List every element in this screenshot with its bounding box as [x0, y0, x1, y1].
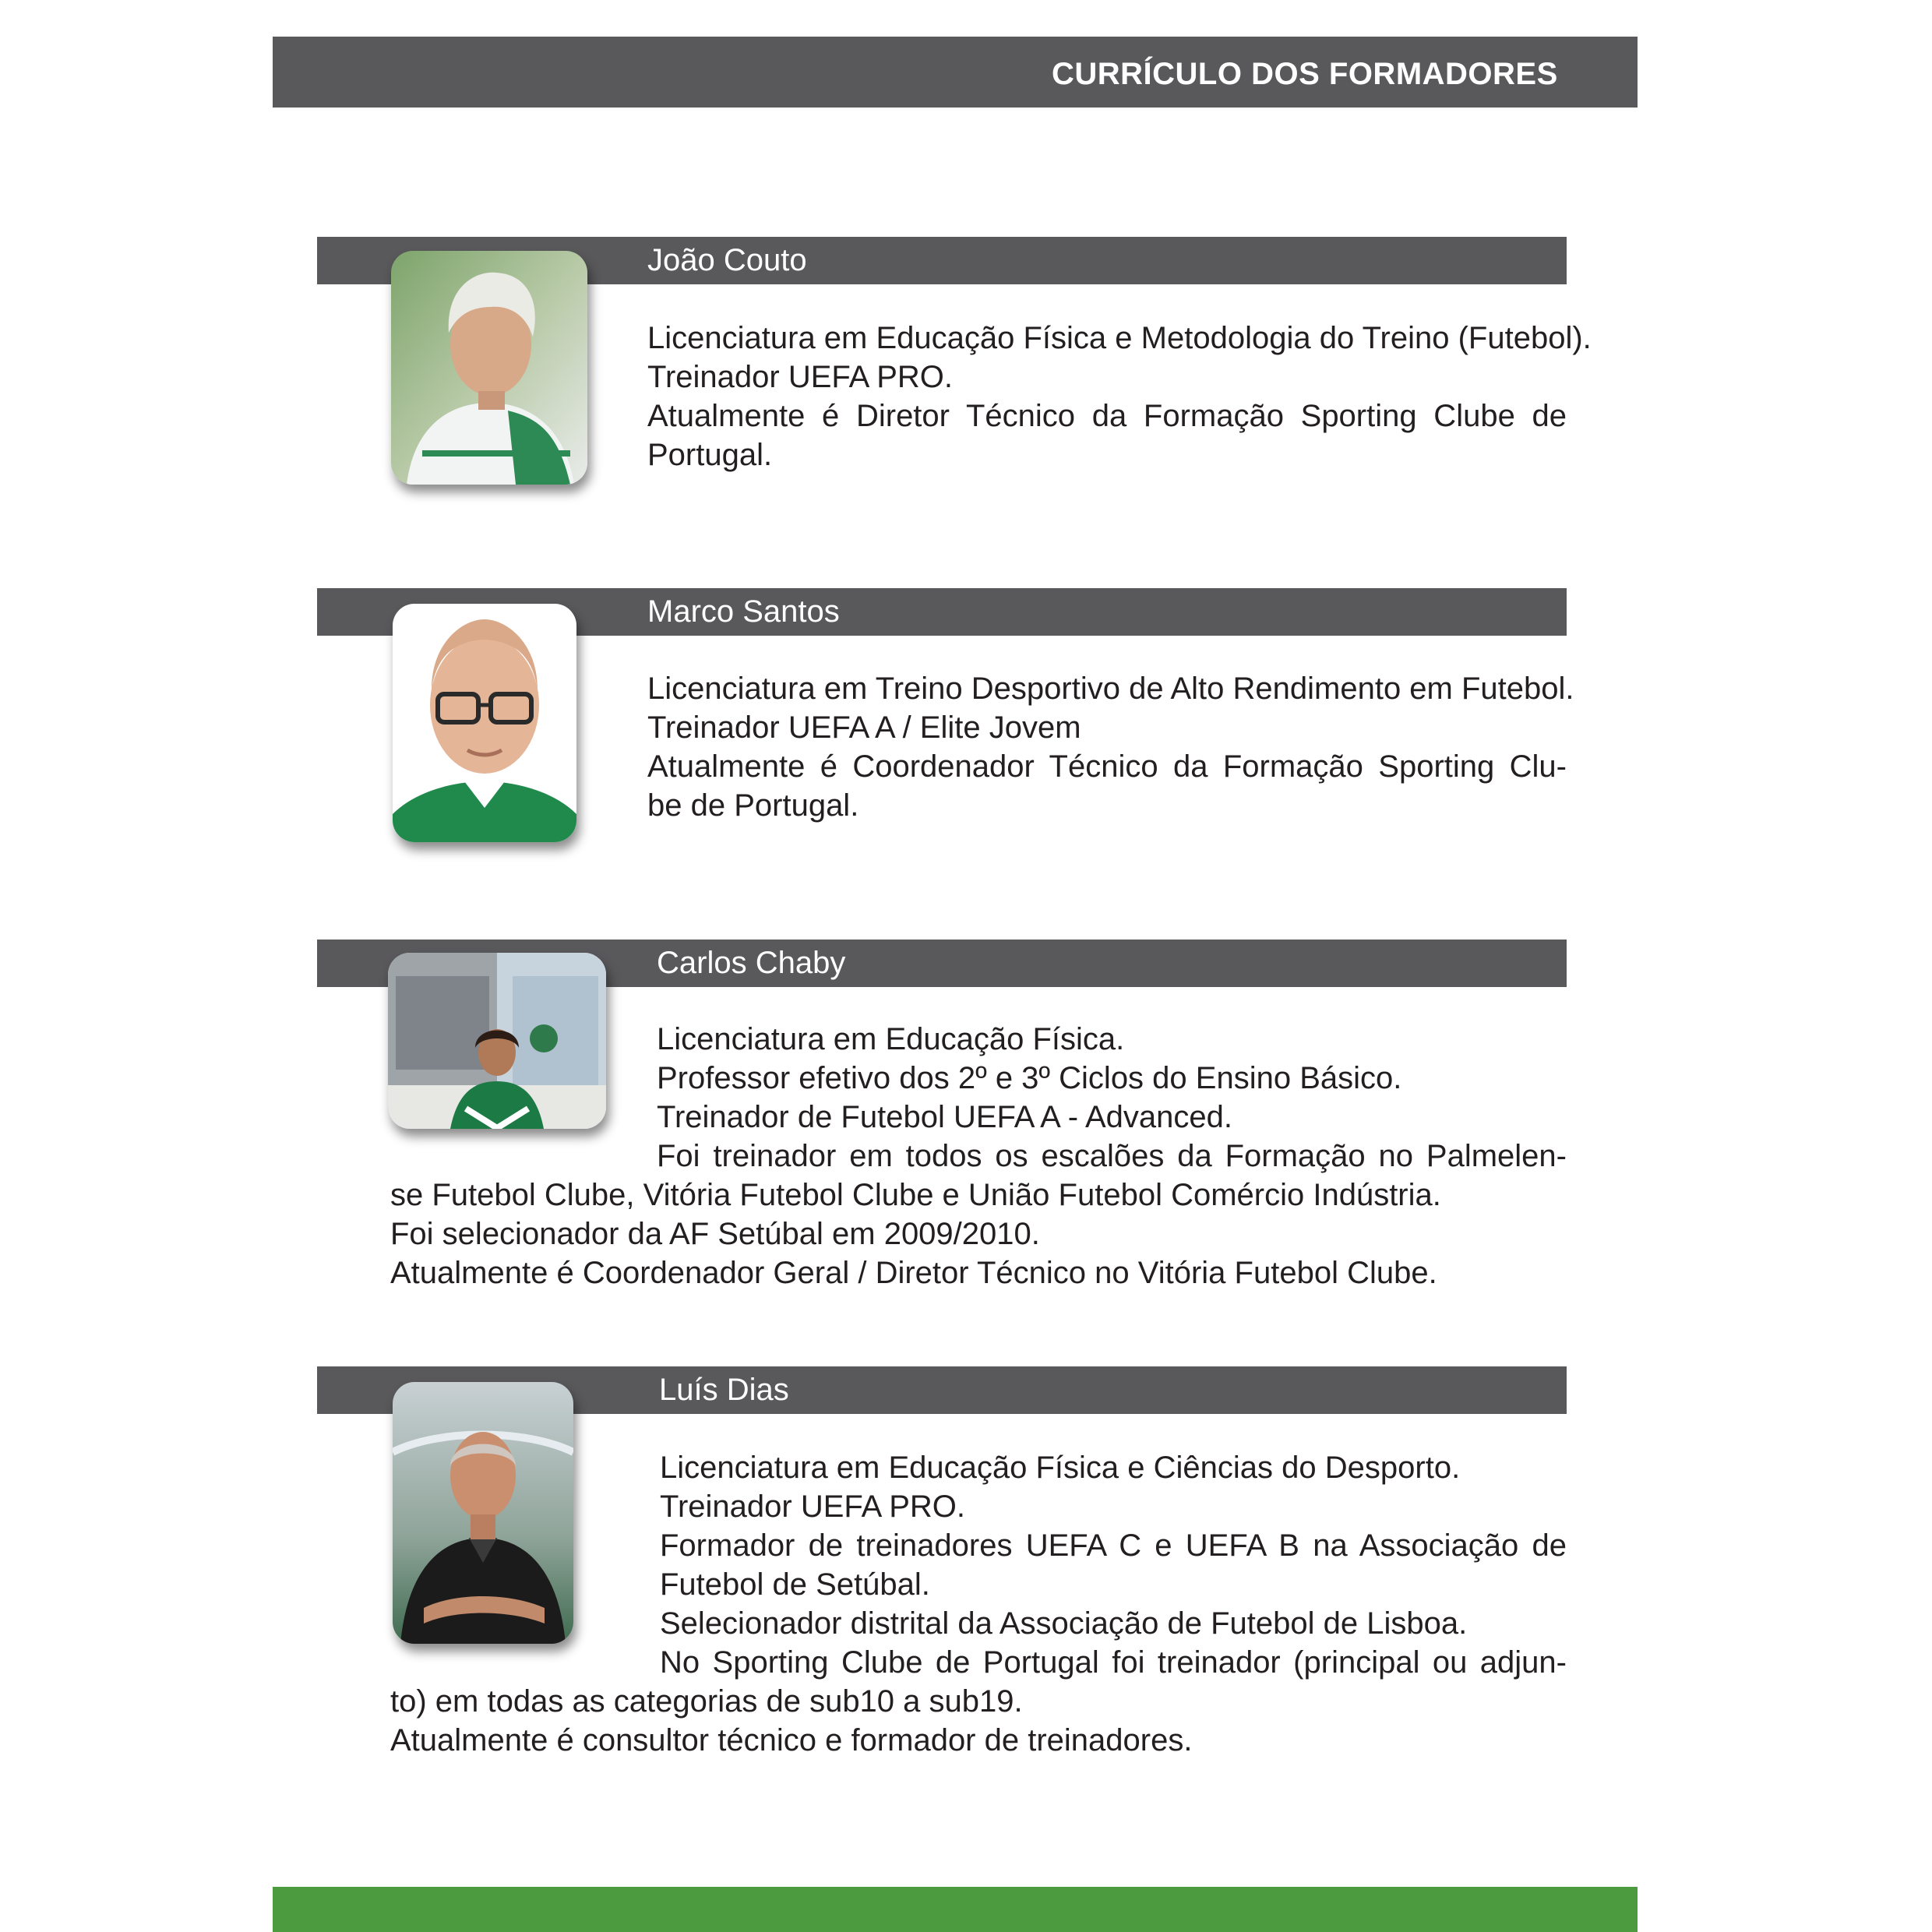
- bio-line: Licenciatura em Educação Física e Metodologia do Treino (Futebol).: [647, 321, 1592, 355]
- bio-line: Treinador de Futebol UEFA A - Advanced.: [657, 1100, 1232, 1134]
- bio-line: Formador de treinadores UEFA C e UEFA B na Associação de: [660, 1528, 1567, 1563]
- bio-line: Portugal.: [647, 438, 773, 472]
- trainer-name: Luís Dias: [659, 1373, 789, 1407]
- bio-line: Licenciatura em Educação Física e Ciências do Desporto.: [660, 1451, 1461, 1485]
- bio-line: Treinador UEFA A / Elite Jovem: [647, 710, 1081, 745]
- bio-line: Professor efetivo dos 2º e 3º Ciclos do Ensino Básico.: [657, 1061, 1402, 1095]
- bio-line: Atualmente é Coordenador Geral / Diretor Técnico no Vitória Futebol Clube.: [390, 1256, 1437, 1290]
- bio-line: Atualmente é Diretor Técnico da Formação Sporting Clube de: [647, 399, 1567, 433]
- page-title: CURRÍCULO DOS FORMADORES: [1052, 57, 1558, 91]
- bio-line: Foi selecionador da AF Setúbal em 2009/2010.: [390, 1217, 1040, 1251]
- bio-line: Foi treinador em todos os escalões da Formação no Palmelen-: [657, 1139, 1567, 1173]
- trainer-name: Marco Santos: [647, 594, 840, 629]
- trainer-bio: [647, 669, 1574, 825]
- bio-line: Selecionador distrital da Associação de Futebol de Lisboa.: [660, 1606, 1468, 1641]
- trainer-photo: [393, 604, 576, 842]
- bio-line: Treinador UEFA PRO.: [647, 360, 953, 394]
- bio-line: se Futebol Clube, Vitória Futebol Clube e União Futebol Comércio Indústria.: [390, 1178, 1441, 1212]
- trainer-name: João Couto: [647, 243, 807, 277]
- trainer-bio: [390, 1020, 1567, 1292]
- bio-line: Futebol de Setúbal.: [660, 1567, 930, 1602]
- trainer-bio: [390, 1448, 1567, 1760]
- bio-line: No Sporting Clube de Portugal foi treinador (principal ou adjun-: [660, 1645, 1567, 1680]
- trainer-bio: [647, 319, 1592, 474]
- bio-line: Atualmente é consultor técnico e formador de treinadores.: [390, 1723, 1193, 1757]
- bio-line: to) em todas as categorias de sub10 a sub19.: [390, 1684, 1023, 1719]
- bio-line: be de Portugal.: [647, 788, 859, 823]
- bio-line: Licenciatura em Educação Física.: [657, 1022, 1125, 1056]
- bio-line: Treinador UEFA PRO.: [660, 1490, 965, 1524]
- trainer-photo: [391, 251, 587, 485]
- bio-line: Licenciatura em Treino Desportivo de Alto Rendimento em Futebol.: [647, 672, 1574, 706]
- trainer-name: Carlos Chaby: [657, 946, 846, 980]
- bio-line: Atualmente é Coordenador Técnico da Formação Sporting Clu-: [647, 749, 1567, 784]
- footer-bar: [273, 1887, 1638, 1932]
